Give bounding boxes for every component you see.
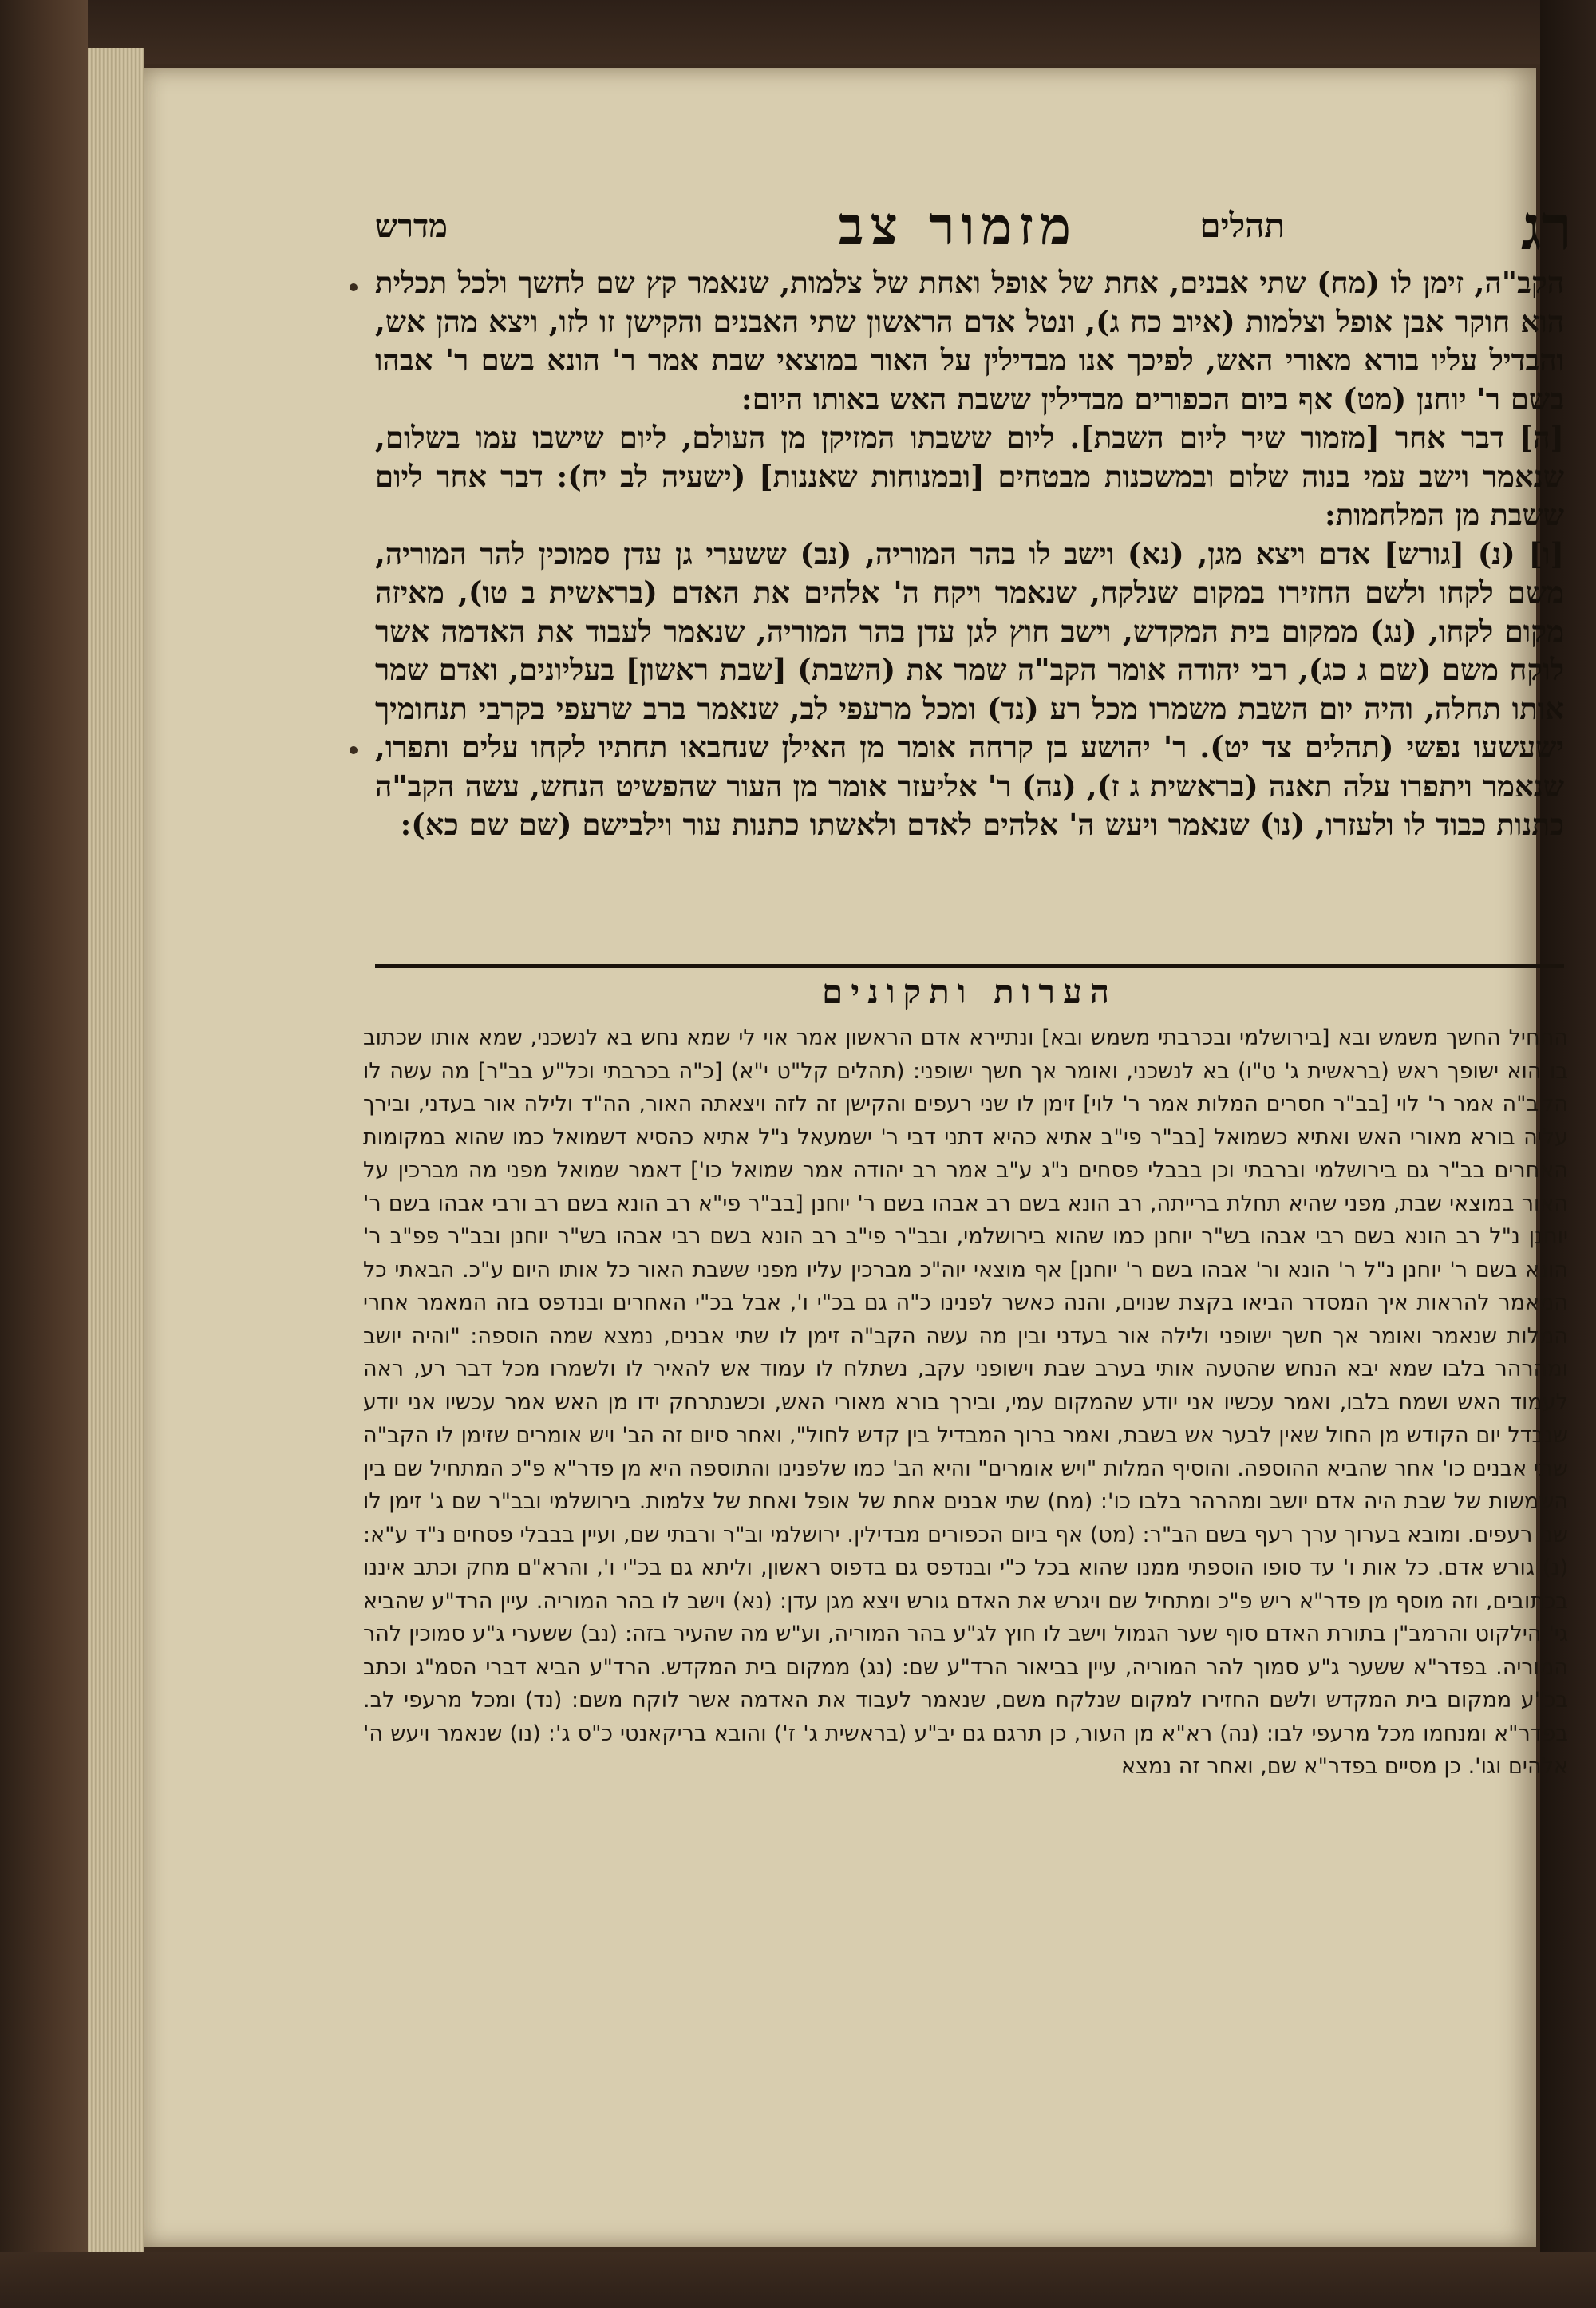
psalm-title: מזמור צב [838,195,1077,257]
book-cover-bottom [0,2252,1596,2308]
main-paragraph: [ה] דבר אחר [מזמור שיר ליום השבת]. ליום ששבתו המזיקן מן העולם, ליום שישבו עמו בשלום, שנאמר וישב עמי בנוה שלום ובמשכנות מבטחים [ובמנוחות שאננות] (ישעיה לב יח): דבר אחר ליום ששבת מן המלחמות: [375,420,1564,532]
work-title: מדרש [375,207,448,245]
margin-mark [350,746,358,754]
book-cover-left [0,0,88,2308]
main-paragraph: הקב"ה, זימן לו (מח) שתי אבנים, אחת של אופל ואחת של צלמות, שנאמר קץ שם לחשך ולכל תכלית הוא חוקר אבן אופל וצלמות (איוב כח ג), ונטל אדם הראשון שתי האבנים והקישן זו לזו, ויצא מהן אש, והבדיל עליו בורא מאורי האש, לפיכך אנו מבדילין על האור במוצאי שבת אמר ר' הונא בשם ר' אבהו בשם ר' יוחנן (מט) אף ביום הכפורים מבדילין ששבת האש באותו היום: [375,265,1564,417]
margin-mark [350,283,358,291]
page-number: רג [1520,192,1572,264]
notes-heading: הערות ותקונים [821,972,1117,1011]
book-cover-top [0,0,1596,64]
main-text-block [375,263,1564,844]
page-header [375,192,1572,263]
page-edges [88,48,144,2267]
book-title: תהלים [1199,206,1285,245]
section-divider [375,964,1564,968]
notes-text-block [363,1022,1568,1784]
main-paragraph: [ו] (נ) [גורש] אדם ויצא מגן, (נא) וישב לו בהר המוריה, (נב) ששערי גן עדן סמוכין להר המוריה, משם לקחו ולשם החזירו במקום שנלקח, שנאמר ויקח ה' אלהים את האדם (בראשית ב טו), מאיזה מקום לקחו, (נג) ממקום בית המקדש, וישב חוץ לגן עדן בהר המוריה, שנאמר לעבוד את האדמה אשר לוקח משם (שם ג כג), רבי יהודה אומר הקב"ה שמר את (השבת) [שבת ראשון] בעליונים, ואדם שמר אותו תחלה, והיה יום השבת משמרו מכל רע (נד) ומכל מרעפי לב, שנאמר ברב שרעפי בקרבי תנחומיך ישעשעו נפשי (תהלים צד יט). ר' יהושע בן קרחה אומר מן האילן שנחבאו תחתיו לקחו עלים ותפרו, שנאמר ויתפרו עלה תאנה (בראשית ג ז), (נה) ר' אליעזר אומר מן העור שהפשיט הנחש, עשה הקב"ה כתנות כבוד לו ולעזרו, (נו) שנאמר ויעש ה' אלהים לאדם ולאשתו כתנות עור וילבישם (שם שם כא): [375,536,1564,842]
notes-paragraph: התחיל החשך משמש ובא [בירושלמי ובכרבתי משמש ובא] ונתיירא אדם הראשון אמר אוי לי שמא נחש בא לנשכני, שמא אותו שכתוב בו הוא ישופך ראש (בראשית ג' ט"ו) בא לנשכני, ואומר אך חשך ישופני: (תהלים קל"ט י"א) [כ"ה בכרבתי וכל"ע בב"ר] מה עשה לו הקב"ה אמר ר' לוי [בב"ר חסרים המלות אמר ר' לוי] זימן לו שני רעפים והקישן זה לזה ויצאתה האור, הה"ד ולילה אור בעדני, ובירך עליה בורא מאורי האש ואתיא כשמואל [בב"ר פי"ב אתיא כהיא דתני דבי ר' ישמעאל נ"ל אתיא כהסיא דשמואל כמו שהוא במקומות האחרים בב"ר גם בירושלמי וברבתי וכן בבבלי פסחים נ"ג ע"ב אמר רב יהודה אמר שמואל כו'] דאמר שמואל מפני מה מברכין על האור במוצאי שבת, מפני שהיא תחלת ברייתה, רב הונא בשם רב אבהו בשם ר' יוחנן [בב"ר פי"א רב הונא בשם רב ורבי אבהו בשם ר' יוחנן נ"ל רב הונא בשם רבי אבהו בש"ר יוחנן כמו שהוא בירושלמי, ובב"ר פי"ב רב הונא בשם רבי אבהו בש"ר יוחנן ובב"ר פפ"ב ר' הונא בשם ר' יוחנן נ"ל ר' הונא ור' אבהו בשם ר' יוחנן] אף מוצאי יוה"כ מברכין עליו מפני ששבת האור כל אותו היום ע"כ. הבאתי כל המאמר להראות איך המסדר הביאו בקצת שנוים, והנה כאשר לפנינו כ"ה גם בכ"י ו', אבל בכ"י האחרים ובנדפס בזה המאמר אחרי המלות שנאמר ואומר אך חשך ישופני ולילה אור בעדני ובין מה עשה הקב"ה זימן לו שתי אבנים, נמצא שמה הוספה: "והיה יושב ומהרהר בלבו שמא יבא הנחש שהטעה אותי בערב שבת וישופני עקב, נשתלח לו עמוד אש להאיר לו ולשמרו מכל דבר רע, ראה לעמוד האש ושמח בלבו, ואמר עכשיו אני יודע שהמקום עמי, ובירך בורא מאורי האש, וכשנתרחק ידו מן האש אמר עכשיו אני יודע שנבדל יום הקודש מן החול שאין לבער אש בשבת, ואמר ברוך המבדיל בין קדש לחול", ואחר סיום זה הב' ויש אומרים שזימן לו הקב"ה שתי אבנים כו' אחר שהביא ההוספה. והוסיף המלות "ויש אומרים" והיא הב' כמו שלפנינו והתוספה היא מן פדר"א פ"כ המתחיל שם בין השמשות של שבת היה אדם יושב ומהרהר בלבו כו': (מח) שתי אבנים אחת של אופל ואחת של צלמות. בירושלמי ובב"ר שם ג' זימן לו שני רעפים. ומובא בערוך ערך רעף בשם הב"ר: (מט) אף ביום הכפורים מבדילין. ירושלמי וב"ר ורבתי שם, ועיין בבבלי פסחים נ"ד ע"א: (נ) גורש אדם. כל אות ו' עד סופו הוספתי ממנו שהוא בכל כ"י ובנדפס גם בדפוס ראשון, וליתא גם בכ"י ו', והרא"ם מחק וכתב איננו בכתובים, וזה מוסף מן פדר"א ריש פ"כ ומתחיל שם ויגרש את האדם גורש ויצא מגן עדן: (נא) וישב לו בהר המוריה. עיין הרד"ע שהביא גי' הילקוט והרמב"ן בתורת האדם סוף שער הגמול וישב לו חוץ לג"ע בהר המוריה, וע"ש מה שהעיר בזה: (נב) ששערי ג"ע סמוכין להר המוריה. בפדר"א ששער ג"ע סמוך להר המוריה, עיין בביאור הרד"ע שם: (נג) ממקום בית המקדש. הרד"ע הביא דברי הסמ"ג וכתב בכ"ע ממקום בית המקדש ולשם החזירו למקום שנלקח משם, שנאמר לעבוד את האדמה אשר לוקח משם: (נד) ומכל מרעפי לב. בפדר"א ומנחמו מכל מרעפי לבו: (נה) רא"א מן העור, כן תרגם גם יב"ע (בראשית ג' ז') והובא בריקאנטי כ"ס ג': (נו) שנאמר ויעש ה' אלהים וגו'. כן מסיים בפדר"א שם, ואחר זה נמצא [363,1026,1568,1779]
